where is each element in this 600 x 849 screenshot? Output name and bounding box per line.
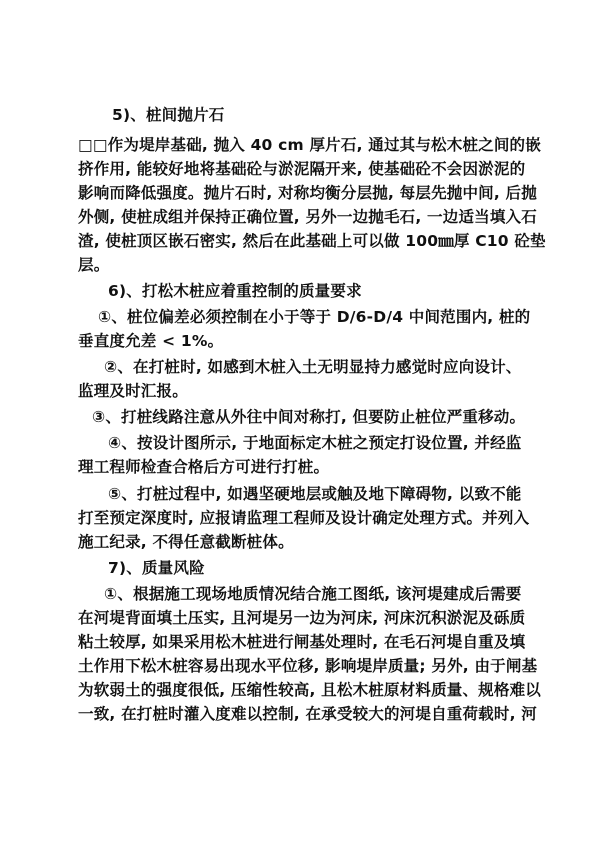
paragraph-line: 外侧, 使桩成组并保持正确位置, 另外一边抛毛石, 一边适当填入石 — [78, 208, 537, 226]
paragraph-line: ②、在打桩时, 如感到木桩入土无明显持力感觉时应向设计、 — [104, 358, 522, 376]
paragraph-line: ④、按设计图所示, 于地面标定木桩之预定打设位置, 并经监 — [108, 434, 522, 452]
paragraph-line: 层。 — [78, 256, 110, 274]
paragraph-line: 一致, 在打桩时灌入度难以控制, 在承受较大的河堤自重荷载时, 河 — [78, 705, 537, 723]
paragraph-line: 打至预定深度时, 应报请监理工程师及设计确定处理方式。并列入 — [78, 509, 530, 527]
paragraph-line: 理工程师检查合格后方可进行打桩。 — [78, 458, 330, 476]
paragraph-line: 在河堤背面填土压实, 且河堤另一边为河床, 河床沉积淤泥及砾质 — [78, 609, 526, 627]
paragraph-line: 渣, 使桩顶区嵌石密实, 然后在此基础上可以做 100㎜厚 C10 砼垫 — [78, 232, 546, 250]
paragraph-line: 垂直度允差 < 1%。 — [78, 332, 224, 350]
paragraph-line: 影响而降低强度。抛片石时, 对称均衡分层抛, 每层先抛中间, 后抛 — [78, 184, 537, 202]
paragraph-line: 粘土较厚, 如果采用松木桩进行闸基处理时, 在毛石河堤自重及填 — [78, 633, 526, 651]
paragraph-line: 为软弱土的强度很低, 压缩性较高, 且松木桩原材料质量、规格难以 — [78, 681, 541, 699]
paragraph-line: ⑤、打桩过程中, 如遇坚硬地层或触及地下障碍物, 以致不能 — [108, 485, 522, 503]
paragraph-line: ①、桩位偏差必须控制在小于等于 D/6-D/4 中间范围内, 桩的 — [98, 308, 531, 326]
paragraph-line: 监理及时汇报。 — [78, 382, 188, 400]
section-5-heading: 5)、桩间抛片石 — [112, 106, 225, 124]
paragraph-line: 施工纪录, 不得任意截断桩体。 — [78, 533, 294, 551]
paragraph-line: ①、根据施工现场地质情况结合施工图纸, 该河堤建成后需要 — [104, 585, 522, 603]
paragraph-line: 挤作用, 能较好地将基础砼与淤泥隔开来, 使基础砼不会因淤泥的 — [78, 160, 526, 178]
section-6-heading: 6)、打松木桩应着重控制的质量要求 — [108, 282, 362, 300]
paragraph-line: □□作为堤岸基础, 抛入 40 cm 厚片石, 通过其与松木桩之间的嵌 — [78, 136, 541, 154]
section-7-heading: 7)、质量风险 — [108, 559, 205, 577]
paragraph-line: 土作用下松木桩容易出现水平位移, 影响堤岸质量; 另外, 由于闸基 — [78, 657, 538, 675]
paragraph-line: ③、打桩线路注意从外往中间对称打, 但要防止桩位严重移动。 — [92, 408, 526, 426]
